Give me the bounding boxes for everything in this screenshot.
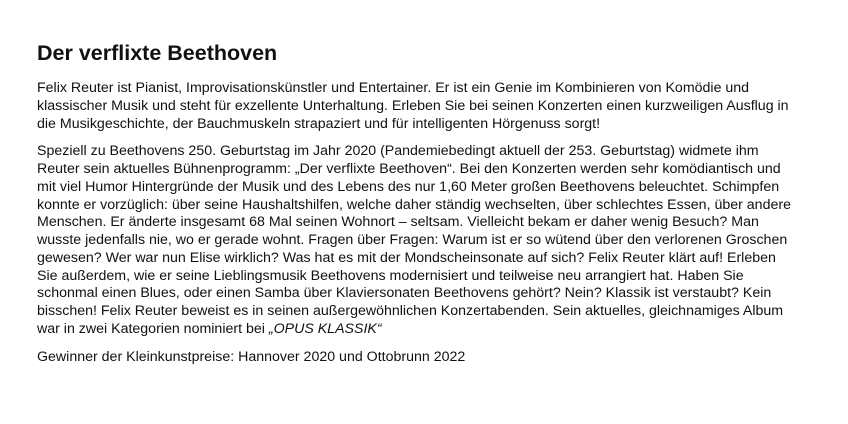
awards-paragraph: Gewinner der Kleinkunstpreise: Hannover 2020 und Ottobrunn 2022	[37, 348, 466, 365]
program-paragraph-text: Speziell zu Beethovens 250. Geburtstag im Jahr 2020 (Pandemiebedingt aktuell der 253. Geburtstag) widmete ihm Reuter sein aktuelles Bühnenprogramm: „Der verflixte Beethoven“. Bei den Konzerten werden sehr komödiantisch und mit viel Humor Hintergründe der Musik und des Lebens des nur 1,60 Meter großen Beethovens beleuchtet. Schimpfen konnte er vorzüglich: über seine Haushaltshilfen, welche daher ständig wechselten, über schlechtes Essen, über andere Menschen. Er änderte insgesamt 68 Mal seinen Wohnort – seltsam. Vielleicht bekam er daher wenig Besuch? Man wusste jedenfalls nie, wo er gerade wohnt. Fragen über Fragen: Warum ist er so wütend über den verlorenen Groschen gewesen? Wer war nun Elise wirklich? Was hat es mit der Mondscheinsonate auf sich? Felix Reuter klärt auf! Erleben Sie außerdem, wie er seine Lieblingsmusik Beethovens modernisiert und teilweise neu arrangiert hat. Haben Sie schonmal einen Blues, oder einen Samba über Klaviersonaten Beethovens gehört? Nein? Klassik ist verstaubt? Kein bisschen! Felix Reuter beweist es in seinen außergewöhnlichen Konzertabenden. Sein aktuelles, gleichnamiges Album war in zwei Kategorien nominiert bei	[37, 143, 791, 337]
program-paragraph	[37, 143, 797, 338]
intro-paragraph: Felix Reuter ist Pianist, Improvisationskünstler und Entertainer. Er ist ein Genie im Kombinieren von Komödie und klassischer Musik und steht für exzellente Unterhaltung. Erleben Sie bei seinen Konzerten einen kurzweiligen Ausflug in die Musikgeschichte, der Bauchmuskeln strapaziert und für intelligenten Hörgenuss sorgt!	[37, 80, 789, 132]
article-title: Der verflixte Beethoven	[37, 41, 278, 65]
opus-klassik-award: „OPUS KLASSIK“	[268, 320, 382, 337]
article	[37, 38, 797, 376]
